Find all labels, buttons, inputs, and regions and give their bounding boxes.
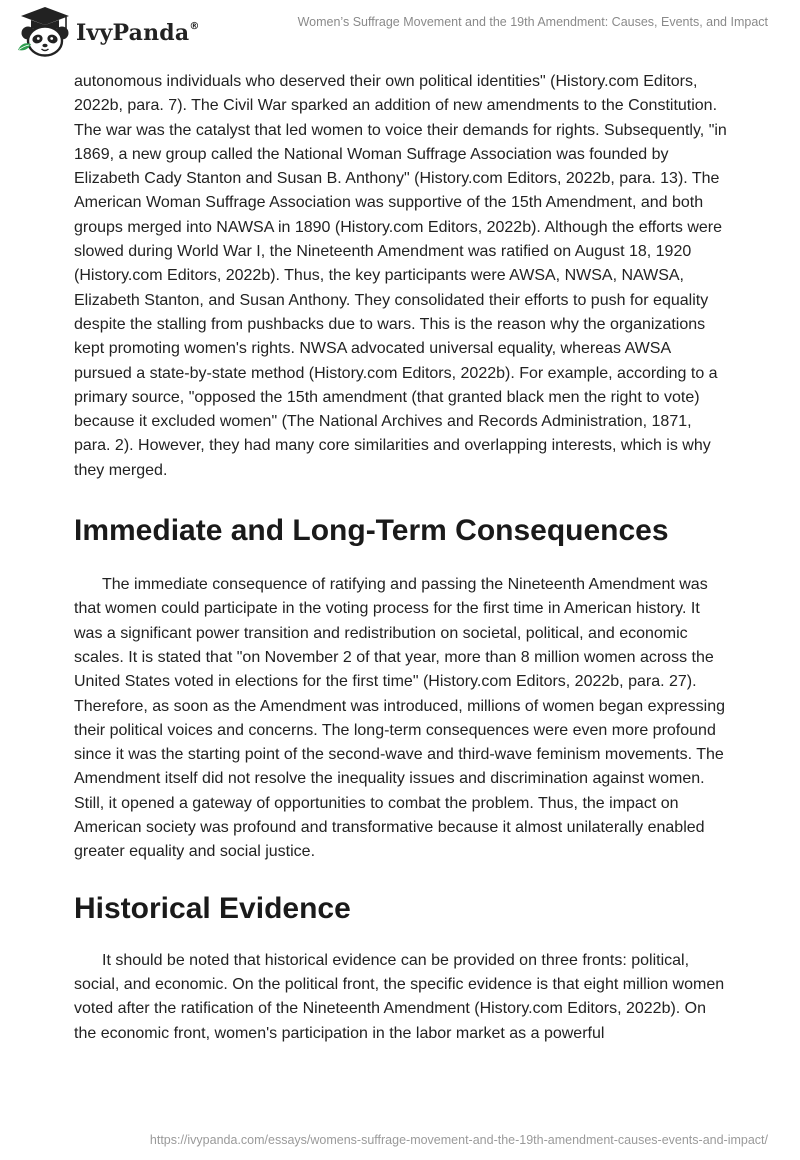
section-heading-historical-evidence: Historical Evidence (74, 891, 351, 925)
panda-logo-icon (16, 6, 74, 58)
ivypanda-logo[interactable] (16, 6, 200, 58)
page-header (0, 0, 800, 62)
document-title: Women’s Suffrage Movement and the 19th Amendment: Causes, Events, and Impact (297, 15, 768, 29)
source-url-link[interactable]: https://ivypanda.com/essays/womens-suffrage-movement-and-the-19th-amendment-causes-events-and-impact/ (149, 1133, 768, 1147)
registered-mark: ® (189, 20, 200, 32)
section-heading-consequences: Immediate and Long-Term Consequences (74, 514, 669, 548)
logo-wordmark: IvyPanda® (76, 20, 200, 46)
article-body (74, 70, 728, 1046)
consequences-paragraph: The immediate consequence of ratifying and passing the Nineteenth Amendment was that women could participate in the voting process for the first time in American history. It was a significant power transition and redistribution on societal, political, and economic scales. It is stated that "on November 2 of that year, more than 8 million women across the United States voted in elections for the first time" (History.com Editors, 2022b, para. 27). Therefore, as soon as the Amendment was introduced, millions of women began expressing their political voices and concerns. The long-term consequences were even more profound since it was the starting point of the second-wave and third-wave feminism movements. The Amendment itself did not resolve the inequality issues and discrimination against women. Still, it opened a gateway of opportunities to combat the problem. Thus, the impact on American society was profound and transformative because it almost unilaterally enabled greater equality and social justice. (74, 576, 726, 861)
intro-paragraph: autonomous individuals who deserved their own political identities" (History.com Editors, 2022b, para. 7). The Civil War sparked an addition of new amendments to the Constitution. The war was the catalyst that led women to voice their demands for rights. Subsequently, "in 1869, a new group called the National Woman Suffrage Association was founded by Elizabeth Cady Stanton and Susan B. Anthony" (History.com Editors, 2022b, para. 13). The American Woman Suffrage Association was supportive of the 15th Amendment, and both groups merged into NAWSA in 1890 (History.com Editors, 2022b). Although the efforts were slowed during World War I, the Nineteenth Amendment was ratified on August 18, 1920 (History.com Editors, 2022b). Thus, the key participants were AWSA, NWSA, NAWSA, Elizabeth Stanton, and Susan Anthony. They consolidated their efforts to push for equality despite the stalling from pushbacks due to wars. This is the reason why the organizations kept promoting women's rights. NWSA advocated universal equality, whereas AWSA pursued a state-by-state method (History.com Editors, 2022b). For example, according to a primary source, "opposed the 15th amendment (that granted black men the right to vote) because it excluded women" (The National Archives and Records Administration, 1871, para. 2). However, they had many core similarities and overlapping interests, which is why they merged. (74, 73, 727, 479)
historical-evidence-paragraph: It should be noted that historical evidence can be provided on three fronts: political, social, and economic. On the political front, the specific evidence is that eight million women voted after the ratification of the Nineteenth Amendment (History.com Editors, 2022b). On the economic front, women's participation in the labor market as a powerful (74, 951, 725, 1042)
